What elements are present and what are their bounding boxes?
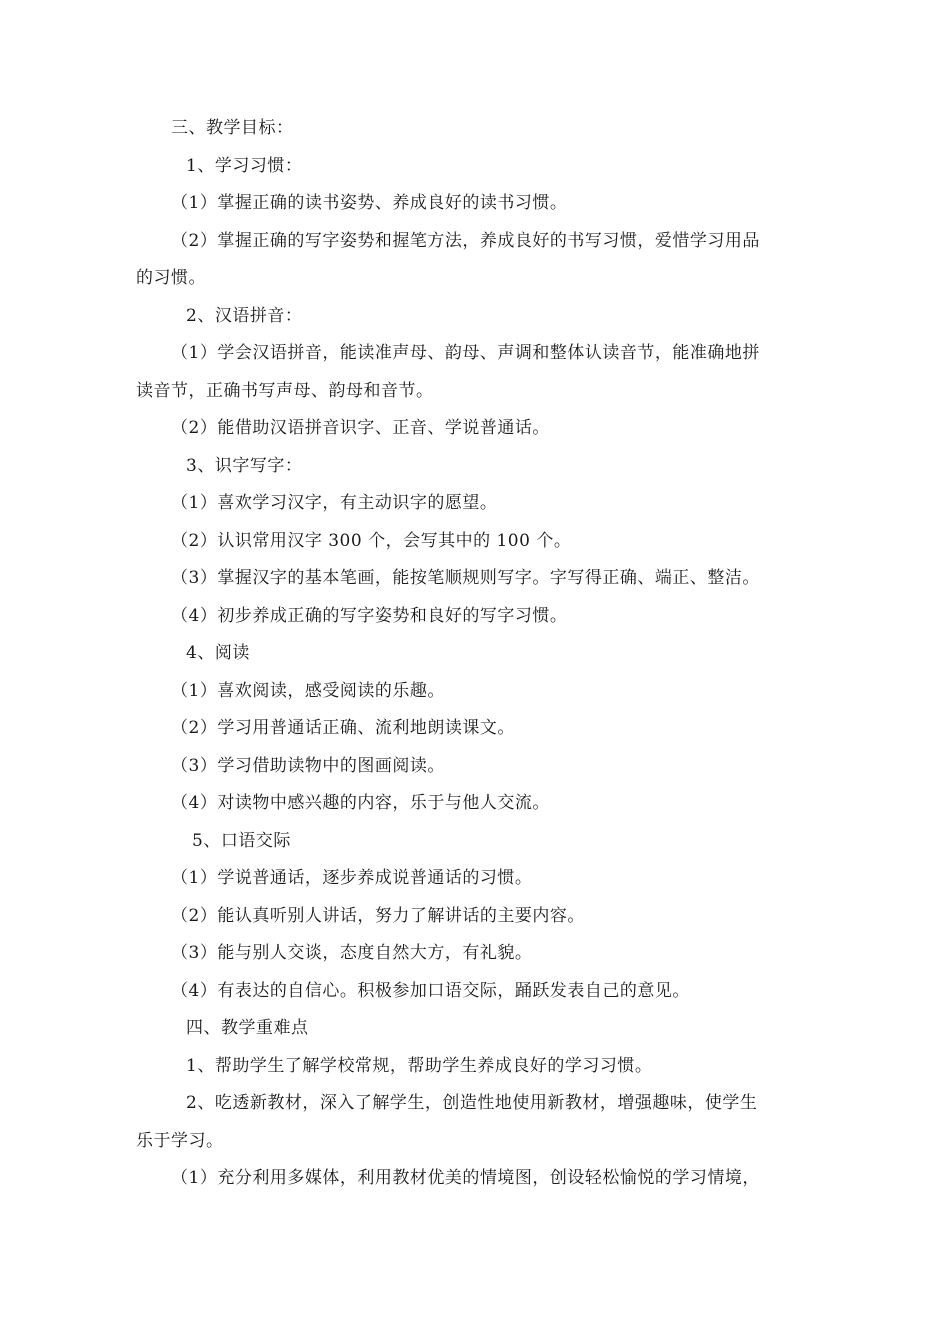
list-item: （1）掌握正确的读书姿势、养成良好的读书习惯。: [171, 193, 568, 213]
list-item: （1）喜欢阅读，感受阅读的乐趣。: [171, 681, 445, 701]
list-item: （4）对读物中感兴趣的内容，乐于与他人交流。: [171, 793, 550, 813]
list-item: （3）掌握汉字的基本笔画，能按笔顺规则写字。字写得正确、端正、整洁。: [171, 568, 760, 588]
list-item: （2）学习用普通话正确、流利地朗读课文。: [171, 718, 515, 738]
list-item-continuation: 读音节，正确书写声母、韵母和音节。: [136, 381, 434, 401]
list-item: （2）能认真听别人讲话，努力了解讲话的主要内容。: [171, 906, 585, 926]
list-item: （4）初步养成正确的写字姿势和良好的写字习惯。: [171, 606, 568, 626]
subheading-reading: 4、阅读: [186, 643, 250, 663]
list-item: （1）学会汉语拼音，能读准声母、韵母、声调和整体认读音节，能准确地拼: [171, 343, 760, 363]
section-heading-teaching-goals: 三、教学目标：: [171, 118, 294, 138]
list-item: 1、帮助学生了解学校常规，帮助学生养成良好的学习习惯。: [186, 1056, 653, 1076]
list-item: （3）学习借助读物中的图画阅读。: [171, 756, 445, 776]
list-item: （3）能与别人交谈，态度自然大方，有礼貌。: [171, 943, 533, 963]
list-item-continuation: 乐于学习。: [136, 1131, 224, 1151]
subheading-oral-communication: 5、口语交际: [192, 831, 291, 851]
list-item: （4）有表达的自信心。积极参加口语交际，踊跃发表自己的意见。: [171, 981, 690, 1001]
section-heading-key-difficulties: 四、教学重难点: [186, 1018, 309, 1038]
list-item: （2）能借助汉语拼音识字、正音、学说普通话。: [171, 418, 550, 438]
subheading-study-habits: 1、学习习惯：: [186, 156, 303, 176]
list-item: （1）学说普通话，逐步养成说普通话的习惯。: [171, 868, 533, 888]
subheading-literacy: 3、识字写字：: [186, 456, 303, 476]
list-item: （2）认识常用汉字 300 个，会写其中的 100 个。: [171, 531, 572, 551]
list-item: （1）喜欢学习汉字，有主动识字的愿望。: [171, 493, 498, 513]
subheading-pinyin: 2、汉语拼音：: [186, 306, 303, 326]
list-item: （2）掌握正确的写字姿势和握笔方法，养成良好的书写习惯，爱惜学习用品: [171, 231, 760, 251]
list-item: （1）充分利用多媒体，利用教材优美的情境图，创设轻松愉悦的学习情境，: [171, 1168, 760, 1188]
list-item: 2、吃透新教材，深入了解学生，创造性地使用新教材，增强趣味，使学生: [186, 1093, 758, 1113]
list-item-continuation: 的习惯。: [136, 268, 206, 288]
